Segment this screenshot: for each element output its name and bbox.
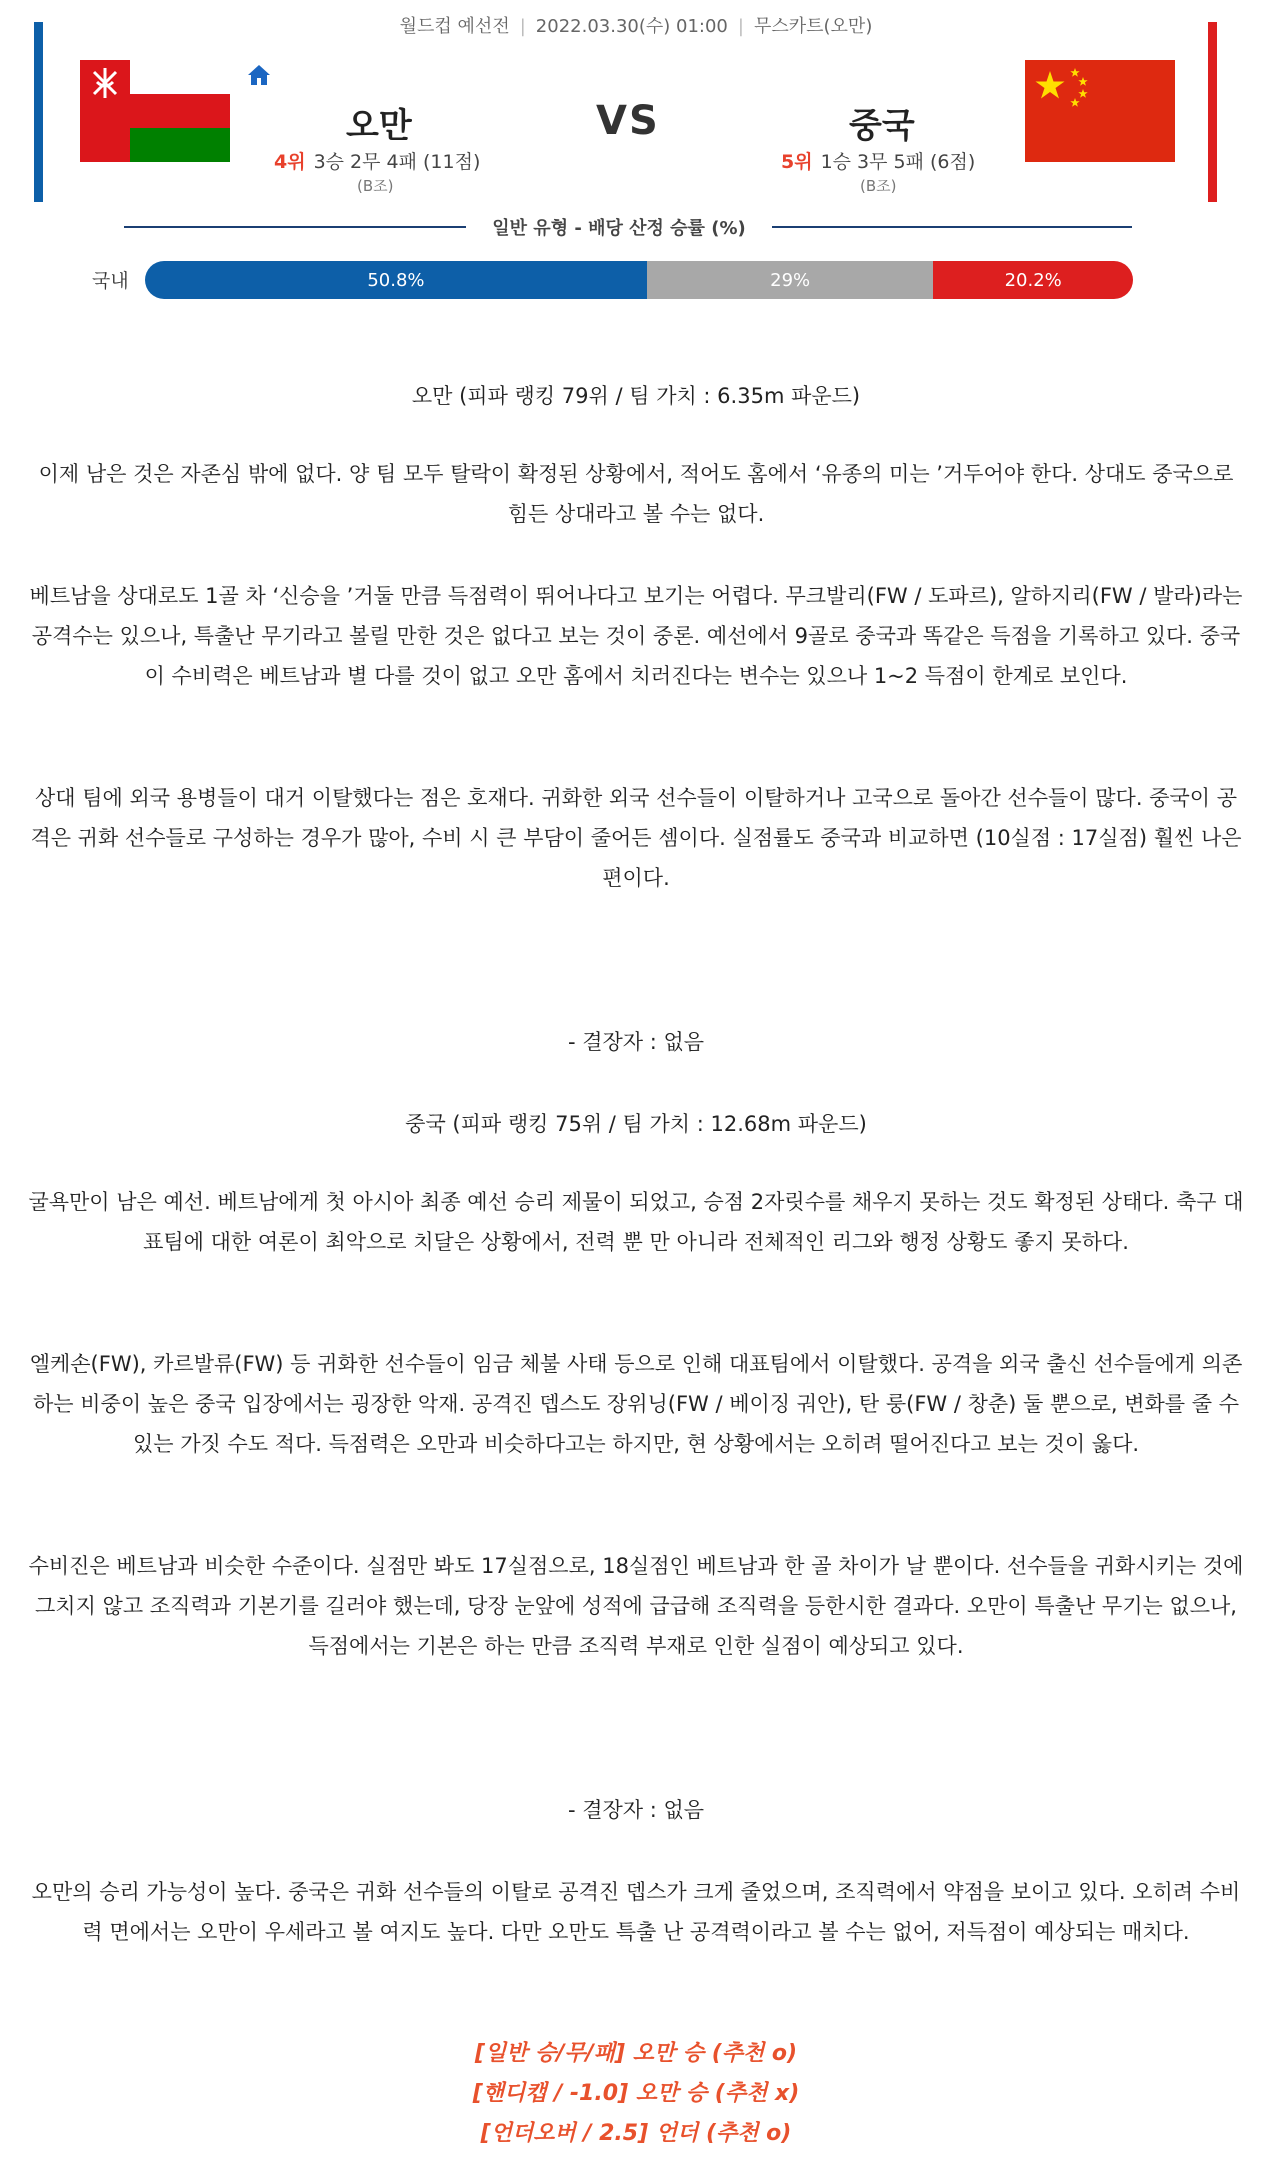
- match-venue: 무스카트(오만): [753, 16, 873, 37]
- away-win-percent: 20.2%: [1004, 269, 1062, 291]
- home-icon[interactable]: [246, 62, 272, 88]
- home-win-percent: 50.8%: [367, 269, 425, 291]
- section-divider-left: [124, 226, 466, 228]
- away-analysis-paragraph-2: 엘케손(FW), 카르발류(FW) 등 귀화한 선수들이 임금 체불 사태 등으로 인해 대표팀에서 이탈했다. 공격을 외국 출신 선수들에게 의존하는 비중이 높은 중국 입장에서는 굉장한 악재. 공격진 뎁스도 장위닝(FW / 베이징 궈안), 탄 룽(FW / 창춘) 둘 뿐으로, 변화를 줄 수 있는 가짓 수도 적다. 득점력은 오만과 비슷하다고는 하지만, 현 상황에서는 오히려 떨어진다고 보는 것이 옳다.: [29, 1352, 1243, 1456]
- pick-handicap: [핸디캡 / -1.0] 오만 승 (추천 x): [472, 2081, 800, 2106]
- probability-bar: [145, 261, 1133, 299]
- china-flag-icon: [1025, 60, 1175, 162]
- home-win-segment: [145, 261, 647, 299]
- home-accent-bar: [34, 22, 43, 202]
- pick-over-under: [언더오버 / 2.5] 언더 (추천 o): [480, 2121, 792, 2146]
- away-group: (B조): [860, 177, 897, 195]
- odds-row-label: 국내: [92, 270, 129, 292]
- home-team-heading: 오만 (피파 랭킹 79위 / 팀 가치 : 6.35m 파운드): [411, 384, 861, 408]
- away-team-heading: 중국 (피파 랭킹 75위 / 팀 가치 : 12.68m 파운드): [405, 1112, 867, 1136]
- match-datetime: 2022.03.30(수) 01:00: [535, 16, 728, 37]
- home-absent-players: - 결장자 : 없음: [567, 1030, 705, 1054]
- home-group: (B조): [357, 177, 394, 195]
- home-rank: 4위: [274, 151, 306, 173]
- vs-label: VS: [596, 98, 660, 144]
- home-team-name: 오만: [346, 106, 412, 146]
- home-analysis-paragraph-1: 이제 남은 것은 자존심 밖에 없다. 양 팀 모두 탈락이 확정된 상황에서, 적어도 홈에서 ‘유종의 미는 ’거두어야 한다. 상대도 중국으로 힘든 상대라고 볼 수는 없다.: [38, 462, 1234, 526]
- competition-label: 월드컵 예선전: [399, 16, 510, 37]
- match-meta: 월드컵 예선전 | 2022.03.30(수) 01:00 | 무스카트(오만): [399, 16, 873, 37]
- home-record: [274, 147, 480, 174]
- away-analysis-paragraph-1: 굴욕만이 남은 예선. 베트남에게 첫 아시아 최종 예선 승리 제물이 되었고, 승점 2자릿수를 채우지 못하는 것도 확정된 상태다. 축구 대표팀에 대한 여론이 최악으로 치달은 상황에서, 전력 뿐 만 아니라 전체적인 리그와 행정 상황도 좋지 못하다.: [28, 1190, 1244, 1254]
- away-record: [781, 147, 975, 174]
- odds-section-title: 일반 유형 - 배당 산정 승률 (%): [492, 218, 746, 239]
- away-rank: 5위: [781, 151, 813, 173]
- away-accent-bar: [1208, 22, 1217, 202]
- oman-flag-icon: [80, 60, 230, 162]
- away-record-text: 1승 3무 5패 (6점): [820, 151, 976, 173]
- away-win-segment: [933, 261, 1133, 299]
- draw-percent: 29%: [770, 269, 811, 291]
- match-summary: 오만의 승리 가능성이 높다. 중국은 귀화 선수들의 이탈로 공격진 뎁스가 크게 줄었으며, 조직력에서 약점을 보이고 있다. 오히려 수비력 면에서는 오만이 우세라고 볼 여지도 높다. 다만 오만도 특출 난 공격력이라고 볼 수는 없어, 저득점이 예상되는 매치다.: [31, 1880, 1241, 1944]
- draw-segment: [647, 261, 934, 299]
- home-analysis-paragraph-3: 상대 팀에 외국 용병들이 대거 이탈했다는 점은 호재다. 귀화한 외국 선수들이 이탈하거나 고국으로 돌아간 선수들이 많다. 중국이 공격은 귀화 선수들로 구성하는 경우가 많아, 수비 시 큰 부담이 줄어든 셈이다. 실점률도 중국과 비교하면 (10실점 : 17실점) 훨씬 나은 편이다.: [30, 786, 1242, 890]
- home-record-text: 3승 2무 4패 (11점): [313, 151, 481, 173]
- away-absent-players: - 결장자 : 없음: [567, 1798, 705, 1822]
- away-analysis-paragraph-3: 수비진은 베트남과 비슷한 수준이다. 실점만 봐도 17실점으로, 18실점인 베트남과 한 골 차이가 날 뿐이다. 선수들을 귀화시키는 것에 그치지 않고 조직력과 기본기를 길러야 했는데, 당장 눈앞에 성적에 급급해 조직력을 등한시한 결과다. 오만이 특출난 무기는 없으나, 득점에서는 기본은 하는 만큼 조직력 부재로 인한 실점이 예상되고 있다.: [28, 1554, 1244, 1658]
- pick-moneyline: [일반 승/무/패] 오만 승 (추천 o): [474, 2041, 798, 2066]
- section-divider-right: [772, 226, 1132, 228]
- away-team-name: 중국: [849, 106, 915, 146]
- home-analysis-paragraph-2: 베트남을 상대로도 1골 차 ‘신승을 ’거둘 만큼 득점력이 뛰어나다고 보기는 어렵다. 무크발리(FW / 도파르), 알하지리(FW / 발라)라는 공격수는 있으나, 특출난 무기라고 볼릴 만한 것은 없다고 보는 것이 중론. 예선에서 9골로 중국과 똑같은 득점을 기록하고 있다. 중국이 수비력은 베트남과 별 다를 것이 없고 오만 홈에서 치러진다는 변수는 있으나 1~2 득점이 한계로 보인다.: [29, 584, 1243, 688]
